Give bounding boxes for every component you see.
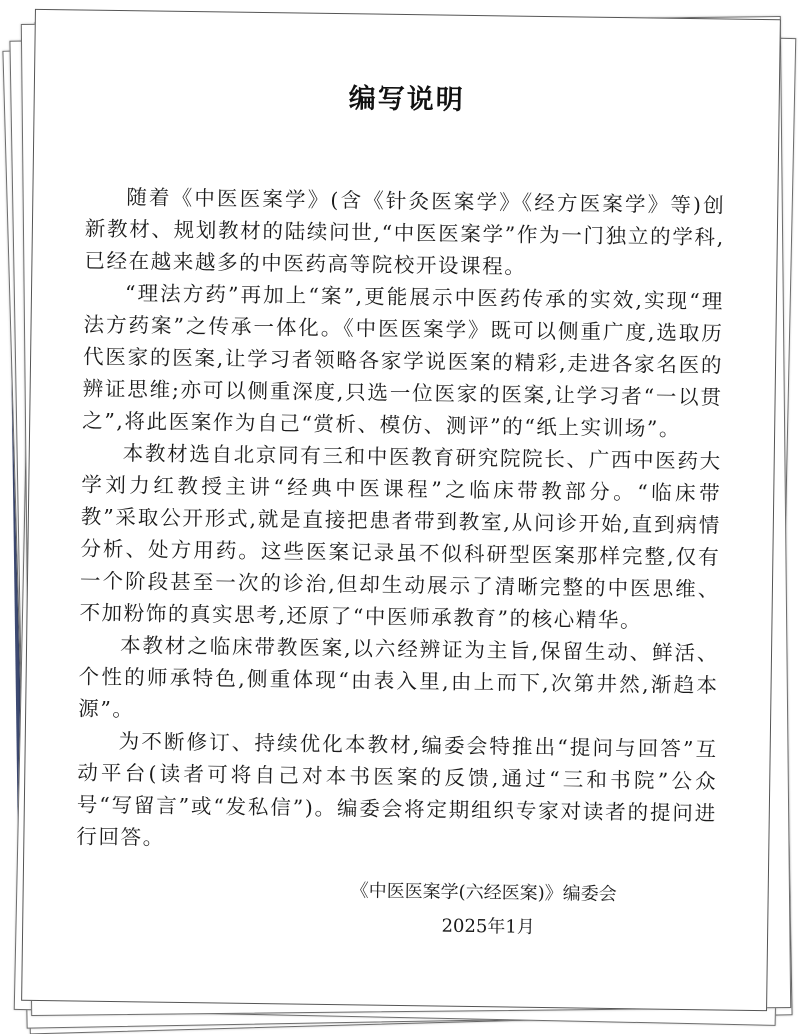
signature-date: 2025年1月 [441, 915, 535, 938]
paragraph-5: 为不断修订、持续优化本教材,编委会特推出“提问与回答”互动平台(读者可将自己对本书医案的反馈,通过“三和书院”公众号“写留言”或“发私信”)。编委会将定期组织专家对读者的提问进行回答。 [76, 729, 718, 850]
body-text [76, 181, 725, 862]
signature-committee: 《中医医案学(六经医案)》编委会 [350, 880, 617, 906]
paragraph-2: “理法方药”再加上“案”,更能展示中医药传承的实效,实现“理法方药案”之传承一体化。《中医医案学》既可以侧重广度,选取历代医家的医案,让学习者领略各家学说医案的精彩,走进各家名医的辨证思维;亦可以侧重深度,只选一位医家的医案,让学习者“一以贯之”,将此医案作为自己“赏析、模仿、测评”的“纸上实训场”。 [82, 281, 725, 441]
signature-block [323, 874, 644, 946]
paragraph-1: 随着《中医医案学》(含《针灸医案学》《经方医案学》等)创新教材、规划教材的陆续问世,“中医医案学”作为一门独立的学科,已经在越来越多的中医药高等院校开设课程。 [84, 185, 726, 279]
page-title: 编写说明 [348, 83, 465, 116]
paragraph-3: 本教材选自北京同有三和中医教育研究院院长、广西中医药大学刘力红教授主讲“经典中医课程”之临床带教部分。“临床带教”采取公开形式,就是直接把患者带到教室,从问诊开始,直到病情分析、处方用药。这些医案记录虽不似科研型医案那样完整,仅有一个阶段甚至一次的诊治,但却生动展示了清晰完整的中医思维、不加粉饰的真实思考,还原了“中医师承教育”的核心精华。 [79, 441, 722, 633]
front-page [21, 9, 781, 1011]
paragraph-4: 本教材之临床带教医案,以六经辨证为主旨,保留生动、鲜活、个性的师承特色,侧重体现“由表入里,由上而下,次第井然,渐趋本源”。 [78, 633, 720, 722]
